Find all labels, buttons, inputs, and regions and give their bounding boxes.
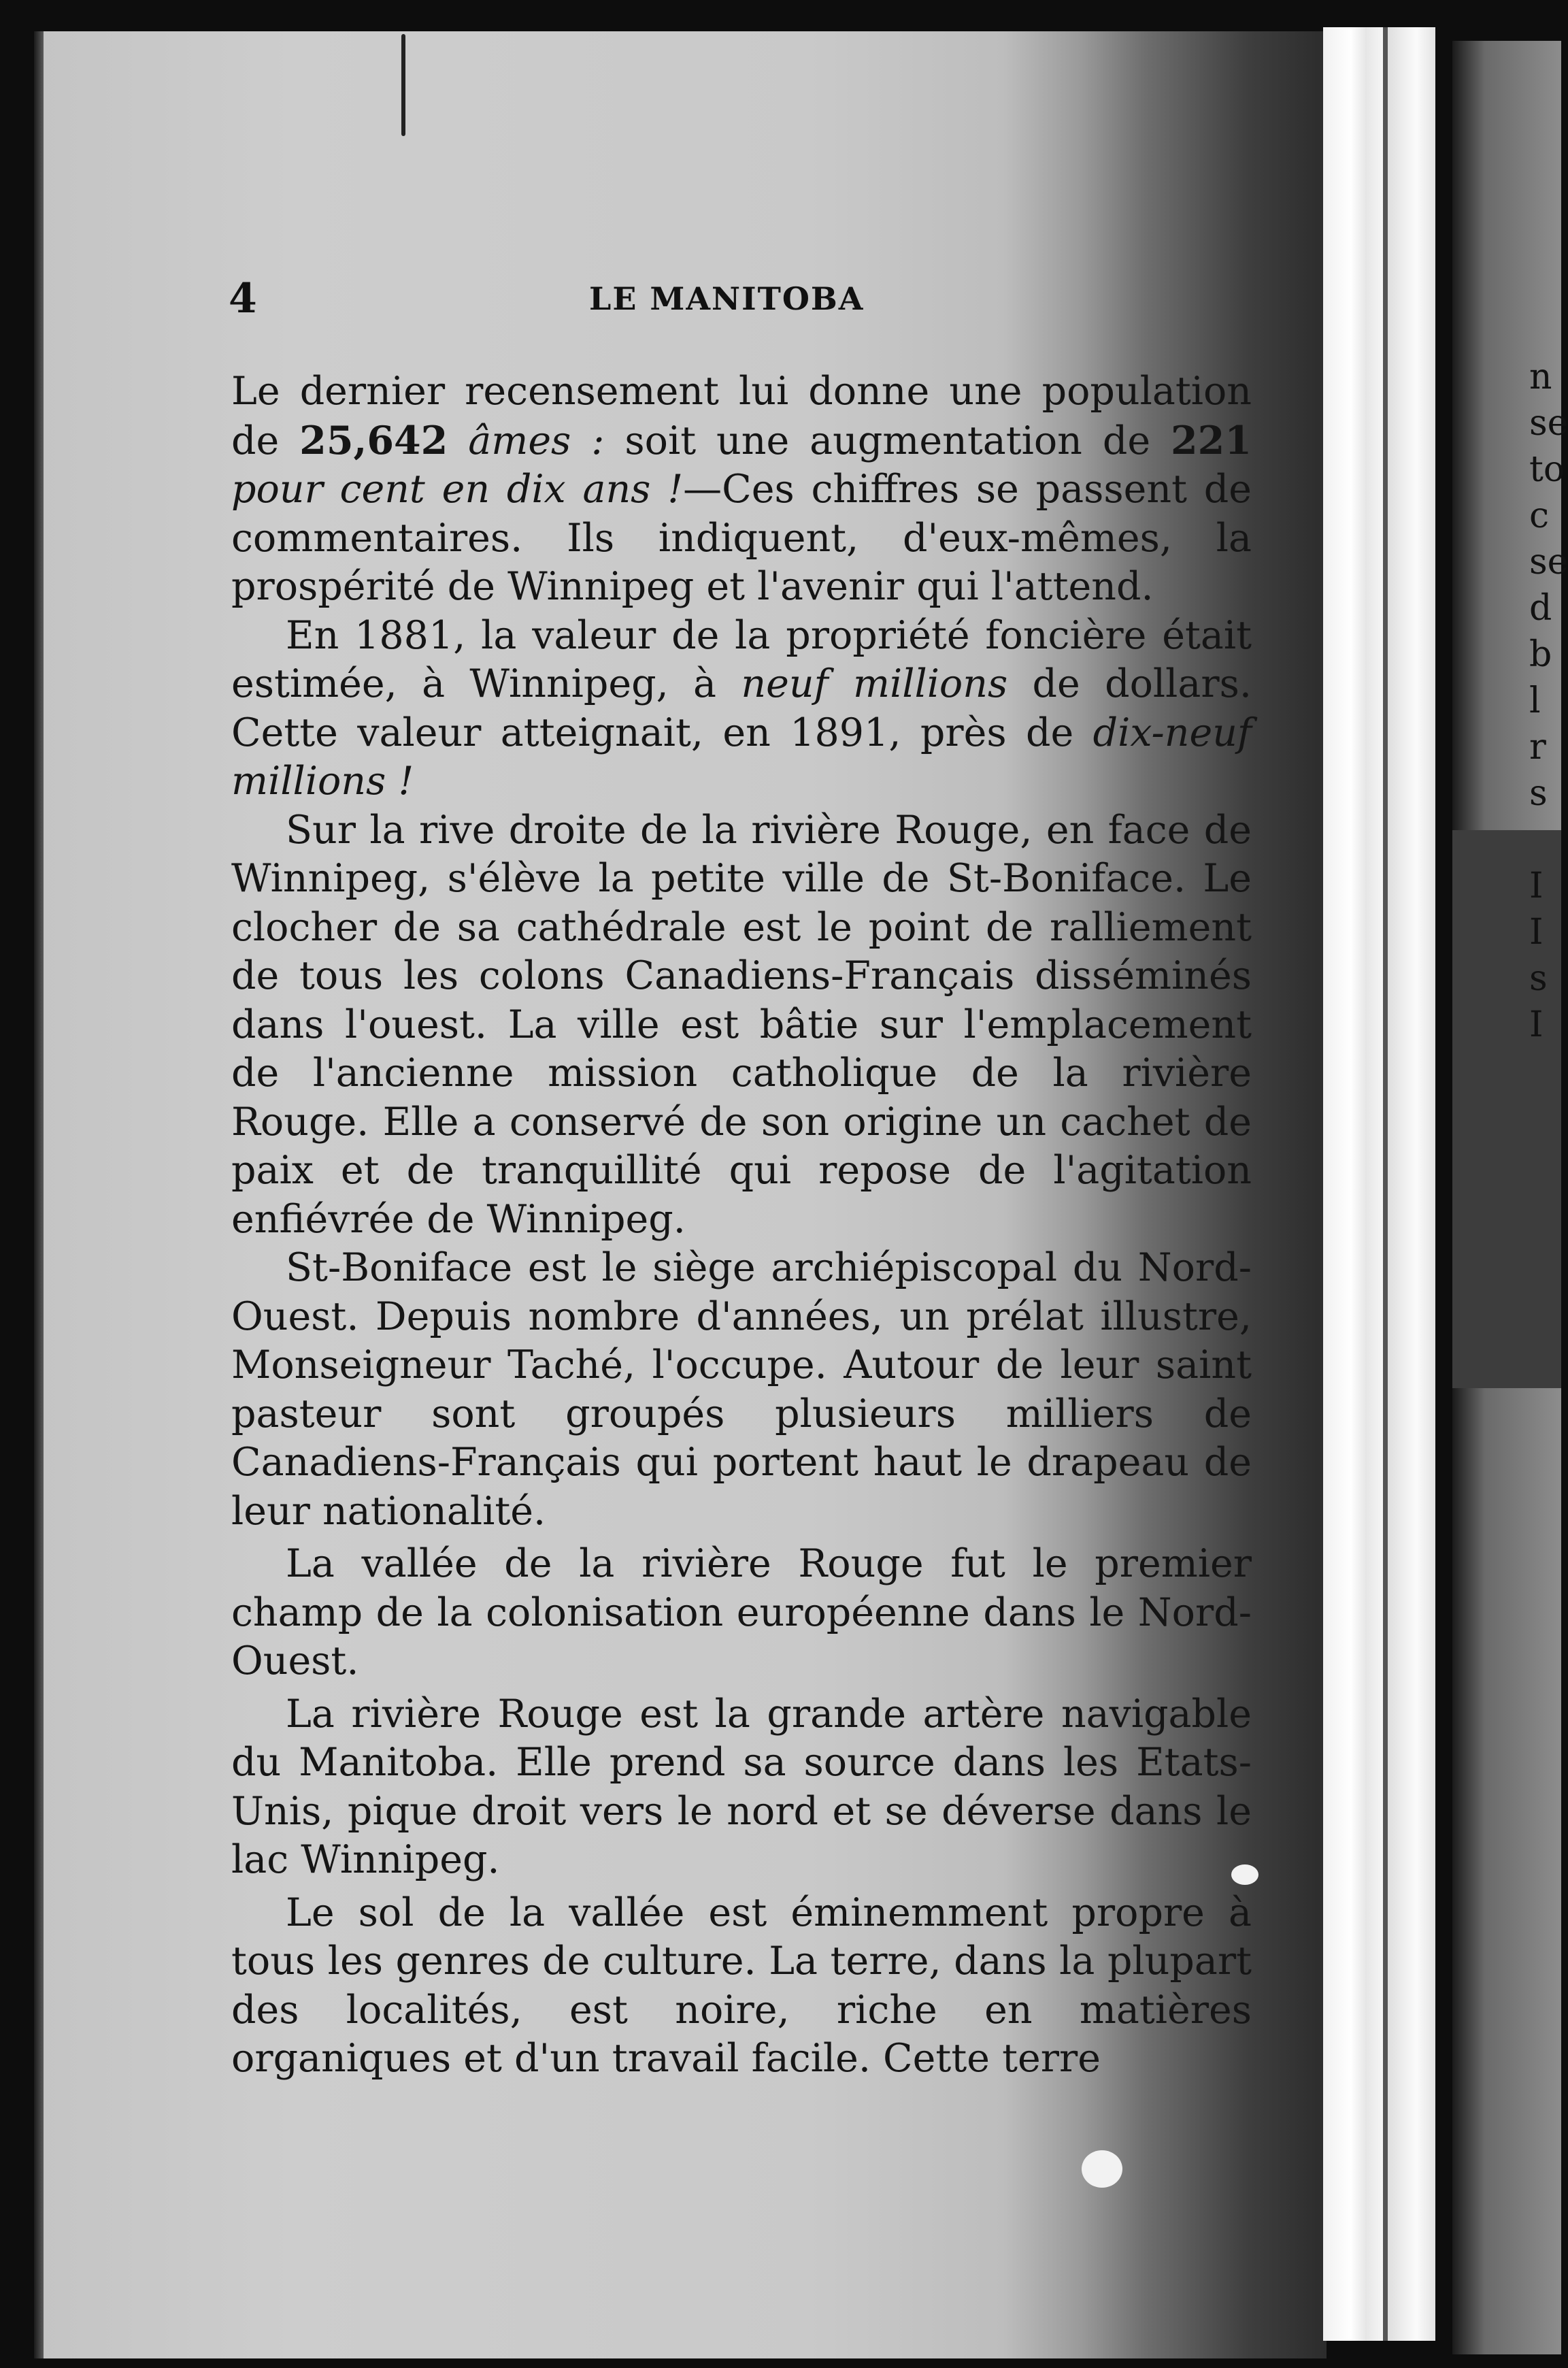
adjacent-page-fragment: d xyxy=(1529,588,1552,629)
adjacent-page-fragment: I xyxy=(1529,866,1544,906)
paragraph xyxy=(231,806,1252,1245)
text-run: de dollars. Cette valeur atteignait, en 1891, près de xyxy=(231,661,1252,755)
bold-text: 25,642 xyxy=(299,417,448,463)
adjacent-page-fragment: c xyxy=(1529,495,1550,536)
body-text xyxy=(231,367,1252,2084)
adjacent-page-fragment xyxy=(1529,817,1563,863)
paragraph xyxy=(231,1889,1252,2084)
text-run xyxy=(448,418,468,463)
italic-text: pour cent en dix ans ! xyxy=(231,467,684,512)
text-run: —Ces chiffres se passent de commentaires. Ils indiquent, d'eux-mêmes, la prospérité de Winnipeg et l'avenir qui l'attend. xyxy=(231,467,1252,609)
binding-strip-inner xyxy=(1388,27,1435,2341)
page-edge xyxy=(34,31,44,2358)
paragraph xyxy=(231,1244,1252,1536)
paper-speck xyxy=(1231,1864,1258,1885)
adjacent-page-fragment: I xyxy=(1529,1004,1544,1045)
paragraph xyxy=(231,1540,1252,1686)
running-title: LE MANITOBA xyxy=(589,280,865,317)
text-run: En 1881, la valeur de la propriété foncière était estimée, à Winnipeg, à xyxy=(231,612,1252,706)
adjacent-page-fragment: s xyxy=(1529,773,1548,814)
adjacent-page-fragment: l xyxy=(1529,680,1541,721)
adjacent-page-fragment: se xyxy=(1529,542,1568,582)
text-run: Le sol de la vallée est éminemment propre à tous les genres de culture. La terre, dans la plupart des localités, est noire, riche en matières organiques et d'un travail facile. Cette terre xyxy=(231,1890,1252,2081)
italic-text: neuf millions xyxy=(741,661,1008,706)
adjacent-page-text xyxy=(1529,354,1568,1048)
paragraph xyxy=(231,612,1252,806)
text-run: Le dernier recensement lui donne une population de xyxy=(231,369,1252,463)
paragraph xyxy=(231,1690,1252,1885)
paper-speck xyxy=(1082,2150,1122,2188)
text-run: St-Boniface est le siège archiépiscopal du Nord-Ouest. Depuis nombre d'années, un prélat illustre, Monseigneur Taché, l'occupe. Autour de leur saint pasteur sont groupés plusieurs milliers de Canadiens-Français qui portent haut le drapeau de leur nationalité. xyxy=(231,1245,1252,1534)
text-run: La vallée de la rivière Rouge fut le premier champ de la colonisation européenne dans le Nord-Ouest. xyxy=(231,1541,1252,1683)
italic-text: dix-neuf millions ! xyxy=(231,710,1252,804)
italic-text: âmes : xyxy=(468,418,605,463)
binding-strip xyxy=(1323,27,1384,2341)
paragraph xyxy=(231,367,1252,612)
adjacent-page-fragment: n xyxy=(1529,357,1552,397)
text-run: Sur la rive droite de la rivière Rouge, en face de Winnipeg, s'élève la petite ville de St-Boniface. Le clocher de sa cathédrale est le point de ralliement de tous les colons Canadiens-Français disséminés dans l'ouest. La ville est bâtie sur l'emplacement de l'ancienne mission catholique de la rivière Rouge. Elle a conservé de son origine un cachet de paix et de tranquillité qui repose de l'agitation enfiévrée de Winnipeg. xyxy=(231,807,1252,1242)
scan-scratch xyxy=(401,34,405,136)
text-run: soit une augmentation de xyxy=(604,418,1171,463)
adjacent-page-fragment: b xyxy=(1529,634,1552,675)
page-header xyxy=(229,275,1235,323)
text-run: La rivière Rouge est la grande artère navigable du Manitoba. Elle prend sa source dans les Etats-Unis, pique droit vers le nord et se déverse dans le lac Winnipeg. xyxy=(231,1691,1252,1882)
adjacent-page-fragment: r xyxy=(1529,727,1546,768)
page-number: 4 xyxy=(229,275,257,323)
adjacent-page-fragment: to xyxy=(1529,449,1565,490)
adjacent-page-fragment: s xyxy=(1529,958,1548,999)
adjacent-page-fragment: I xyxy=(1529,912,1544,953)
bold-text: 221 xyxy=(1171,417,1252,463)
adjacent-page-fragment: se xyxy=(1529,403,1568,444)
